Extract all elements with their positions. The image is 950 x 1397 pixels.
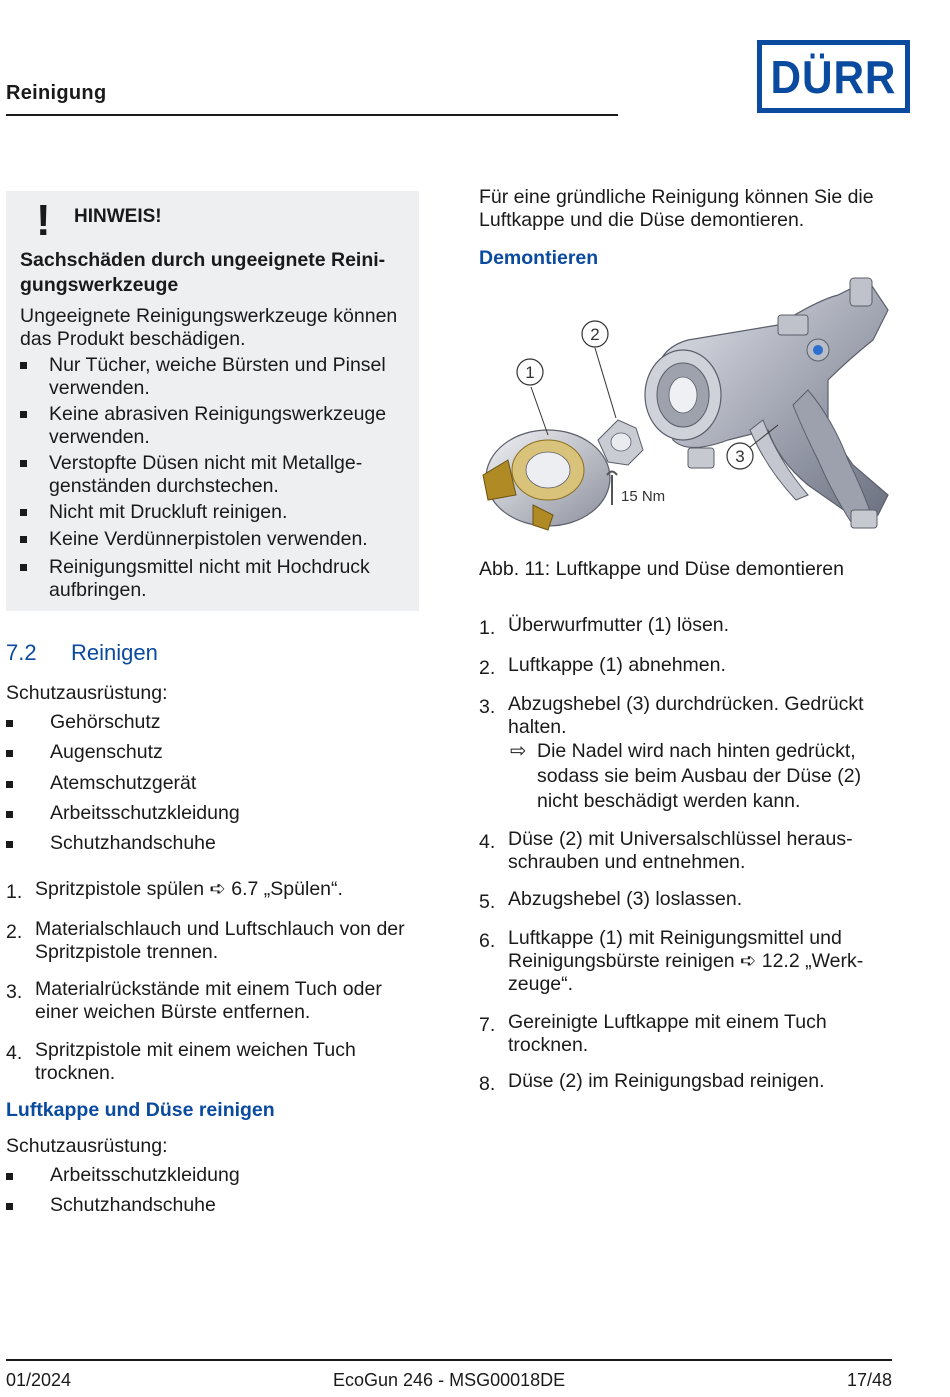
svg-text:2: 2 (590, 325, 600, 344)
svg-text:3: 3 (735, 447, 745, 466)
exclamation-icon: ! (36, 196, 51, 245)
footer-rule (6, 1359, 892, 1361)
footer-document: EcoGun 246 - MSG00018DE (333, 1370, 566, 1390)
spray-gun-figure (478, 270, 898, 545)
section-title: Reinigen (71, 640, 158, 665)
figure-caption: Abb. 11: Luftkappe und Düse demontieren (479, 558, 844, 580)
header-rule (6, 114, 618, 116)
notice-label: HINWEIS! (74, 206, 162, 227)
section-number: 7.2 (6, 640, 37, 665)
running-header: Reinigung (6, 82, 107, 104)
notice-text: Ungeeignete Reinigungswerkzeuge können das Produkt beschädigen. (20, 305, 398, 350)
duerr-logo (757, 40, 910, 113)
result-arrow-icon: ⇨ (510, 740, 527, 762)
section-heading (6, 640, 158, 666)
torque-label: 15 Nm (621, 488, 666, 505)
step-result: Die Nadel wird nach hinten gedrückt, sodass sie beim Ausbau der Düse (2) nicht beschädigt werden kann. (537, 740, 862, 812)
logo-text: DÜRR (770, 50, 897, 103)
notice-item: Keine abrasiven Reinigungswerkzeuge verwenden. (20, 403, 415, 449)
notice-item: Reinigungsmittel nicht mit Hochdruck aufbringen. (20, 556, 415, 602)
subsection-heading: Luftkappe und Düse reinigen (6, 1099, 275, 1121)
protection-label: Schutzausrüstung: (6, 1135, 168, 1157)
footer-page-number: 17/48 (847, 1370, 893, 1390)
svg-text:1: 1 (525, 363, 535, 382)
notice-heading: Sachschäden durch ungeeignete Reinigungswerkzeuge (20, 249, 386, 296)
notice-item: Verstopfte Düsen nicht mit Metallgegenständen durchstechen. (20, 452, 415, 498)
footer-date: 01/2024 (6, 1370, 72, 1390)
notice-item: Keine Verdünnerpistolen verwenden. (20, 528, 415, 551)
subsection-heading: Demontieren (479, 247, 599, 269)
notice-item: Nicht mit Druckluft reinigen. (20, 501, 415, 524)
intro-text: Für eine gründliche Reinigung können Sie die Luftkappe und die Düse demontieren. (479, 186, 874, 231)
notice-item: Nur Tücher, weiche Bürsten und Pinsel verwenden. (20, 354, 415, 400)
protection-label: Schutzausrüstung: (6, 682, 168, 704)
